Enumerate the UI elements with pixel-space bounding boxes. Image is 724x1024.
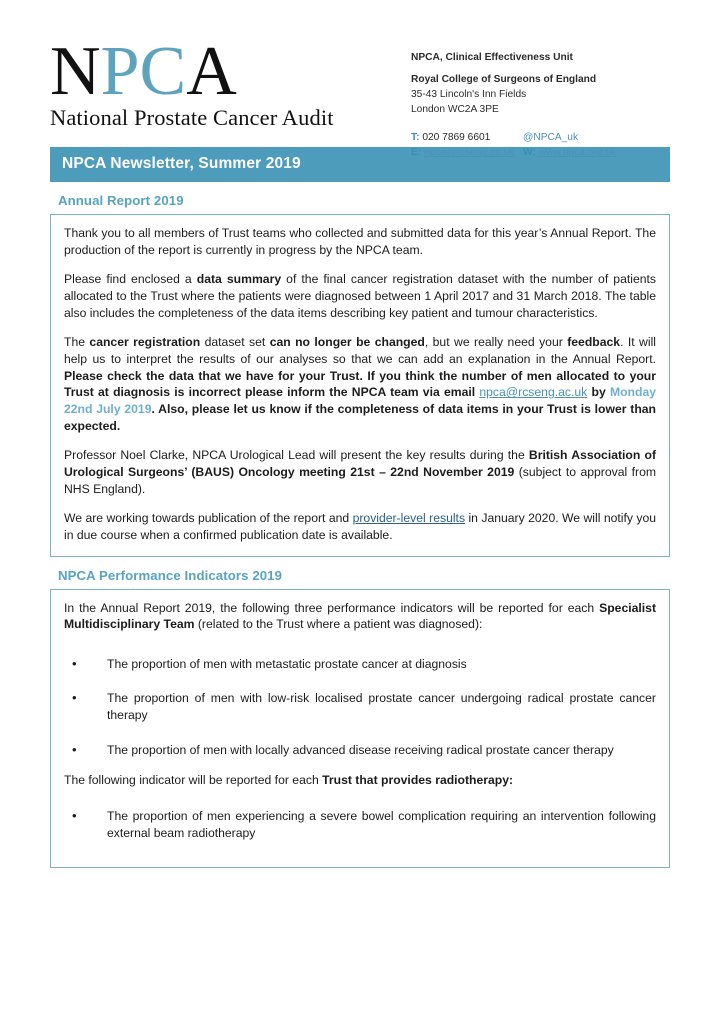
contact-phone (411, 130, 523, 145)
logo-letters-a: A (186, 33, 237, 110)
deadline-date: Monday 22nd July 2019 (64, 385, 656, 416)
newsletter-title-bar: NPCA Newsletter, Summer 2019 (50, 147, 670, 182)
contact-phone-row (411, 130, 670, 145)
radiotherapy-indicator-intro (64, 772, 656, 789)
list-item: • The proportion of men experiencing a severe bowel complication requiring an intervention following external beam radiotherapy (64, 808, 656, 841)
section-heading-annual-report: Annual Report 2019 (58, 193, 184, 208)
section-heading-performance-indicators: NPCA Performance Indicators 2019 (58, 567, 283, 583)
npca-logo (50, 33, 380, 131)
rt-intro-a: The following indicator will be reported for each (64, 773, 323, 788)
contact-details (380, 36, 670, 161)
contact-email (411, 145, 523, 160)
phone-label: T: (411, 132, 420, 144)
annual-report-paragraph-2 (64, 271, 656, 321)
p3-text-e: , but we really need your (424, 335, 568, 350)
performance-indicators-intro (64, 600, 656, 633)
contact-unit: NPCA, Clinical Effectiveness Unit (411, 52, 573, 63)
p4-bold-baus-meeting: British Association of Urological Surgeons’ (BAUS) Oncology meeting 21st – 22nd November 2019 (64, 448, 657, 479)
performance-indicators-box (50, 589, 670, 869)
rt-bold-trust-radiotherapy: Trust that provides radiotherapy: (322, 773, 514, 788)
p4-text-a: Professor Noel Clarke, NPCA Urological Lead will present the key results during the (64, 448, 529, 463)
contact-address-line-2: London WC2A 3PE (411, 104, 499, 116)
performance-indicator-list (64, 656, 656, 759)
p5-text-c: in January 2020. We will notify you in due course when a confirmed publication date is available. (64, 511, 657, 542)
p3-bold-tail: . Also, please let us know if the completeness of data items in your Trust is lower than expected. (64, 401, 656, 433)
contact-email-row (411, 145, 670, 160)
pi-bold-specialist-mdt: Specialist Multidisciplinary Team (64, 600, 656, 632)
logo-subtitle: National Prostate Cancer Audit (50, 105, 334, 131)
provider-level-results-link[interactable]: provider-level results (352, 511, 466, 526)
contact-website (523, 145, 670, 160)
p3-text-c: dataset set (200, 335, 270, 350)
logo-wordmark (50, 33, 380, 110)
npca-email-link[interactable]: npca@rcseng.ac.uk (479, 385, 588, 400)
page-header (0, 0, 724, 159)
p3-text-g: . It will help us to interpret the results of our analyses so that we can add an explanation in the Annual Report. (64, 335, 656, 366)
email-label: E: (411, 147, 422, 159)
twitter-handle[interactable]: @NPCA_uk (523, 132, 579, 144)
list-item: • The proportion of men with locally advanced disease receiving radical prostate cancer therapy (64, 742, 656, 759)
p3-bold-feedback: feedback (567, 335, 621, 350)
annual-report-paragraph-4 (64, 447, 656, 497)
p3-bold-no-longer-changed: can no longer be changed (269, 335, 425, 350)
website-link[interactable]: www.npca.org.uk (538, 147, 617, 159)
list-item: • The proportion of men with low-risk localised prostate cancer undergoing radical prostate cancer therapy (64, 690, 656, 723)
email-link[interactable]: npca@rcseng.ac.uk (424, 147, 515, 159)
contact-organisation: Royal College of Surgeons of England (411, 74, 597, 86)
pi-intro-c: (related to the Trust where a patient was diagnosed): (194, 617, 483, 632)
logo-letters-n: N (50, 33, 101, 110)
web-label: W: (523, 147, 536, 159)
p3-text-a: The (64, 335, 90, 350)
p2-text-a: Please find enclosed a (64, 272, 197, 287)
p3-bold-check-data: Please check the data that we have for your Trust. If you think the number of men allocated to your Trust at diagnosis is incorrect please inform the NPCA team via email (64, 368, 656, 400)
pi-intro-a: In the Annual Report 2019, the following three performance indicators will be reported for each (64, 600, 600, 615)
p2-bold-data-summary: data summary (196, 272, 282, 287)
phone-value: 020 7869 6601 (422, 132, 491, 144)
p4-text-c: (subject to approval from NHS England). (64, 464, 656, 496)
annual-report-paragraph-3 (64, 334, 656, 434)
p3-bold-cancer-registration: cancer registration (89, 335, 201, 350)
radiotherapy-indicator-list (64, 808, 656, 841)
annual-report-box (50, 214, 670, 557)
annual-report-paragraph-5 (64, 510, 656, 543)
annual-report-paragraph-1: Thank you to all members of Trust teams who collected and submitted data for this year’s Annual Report. The production of the report is currently in progress by the NPCA team. (64, 226, 656, 257)
p5-text-a: We are working towards publication of the report and (64, 511, 353, 526)
contact-twitter[interactable] (523, 130, 670, 145)
p2-text-c: of the final cancer registration dataset with the number of patients allocated to the Trust where the patients were diagnosed between 1 April 2017 and 31 March 2018. The table also includes the completeness of the data items describing key patient and tumour characteristics. (64, 272, 656, 320)
p3-bold-by: by (587, 385, 610, 400)
logo-letters-pc: PC (100, 33, 187, 110)
list-item: • The proportion of men with metastatic prostate cancer at diagnosis (64, 656, 656, 673)
contact-address-line-1: 35-43 Lincoln's Inn Fields (411, 89, 527, 101)
